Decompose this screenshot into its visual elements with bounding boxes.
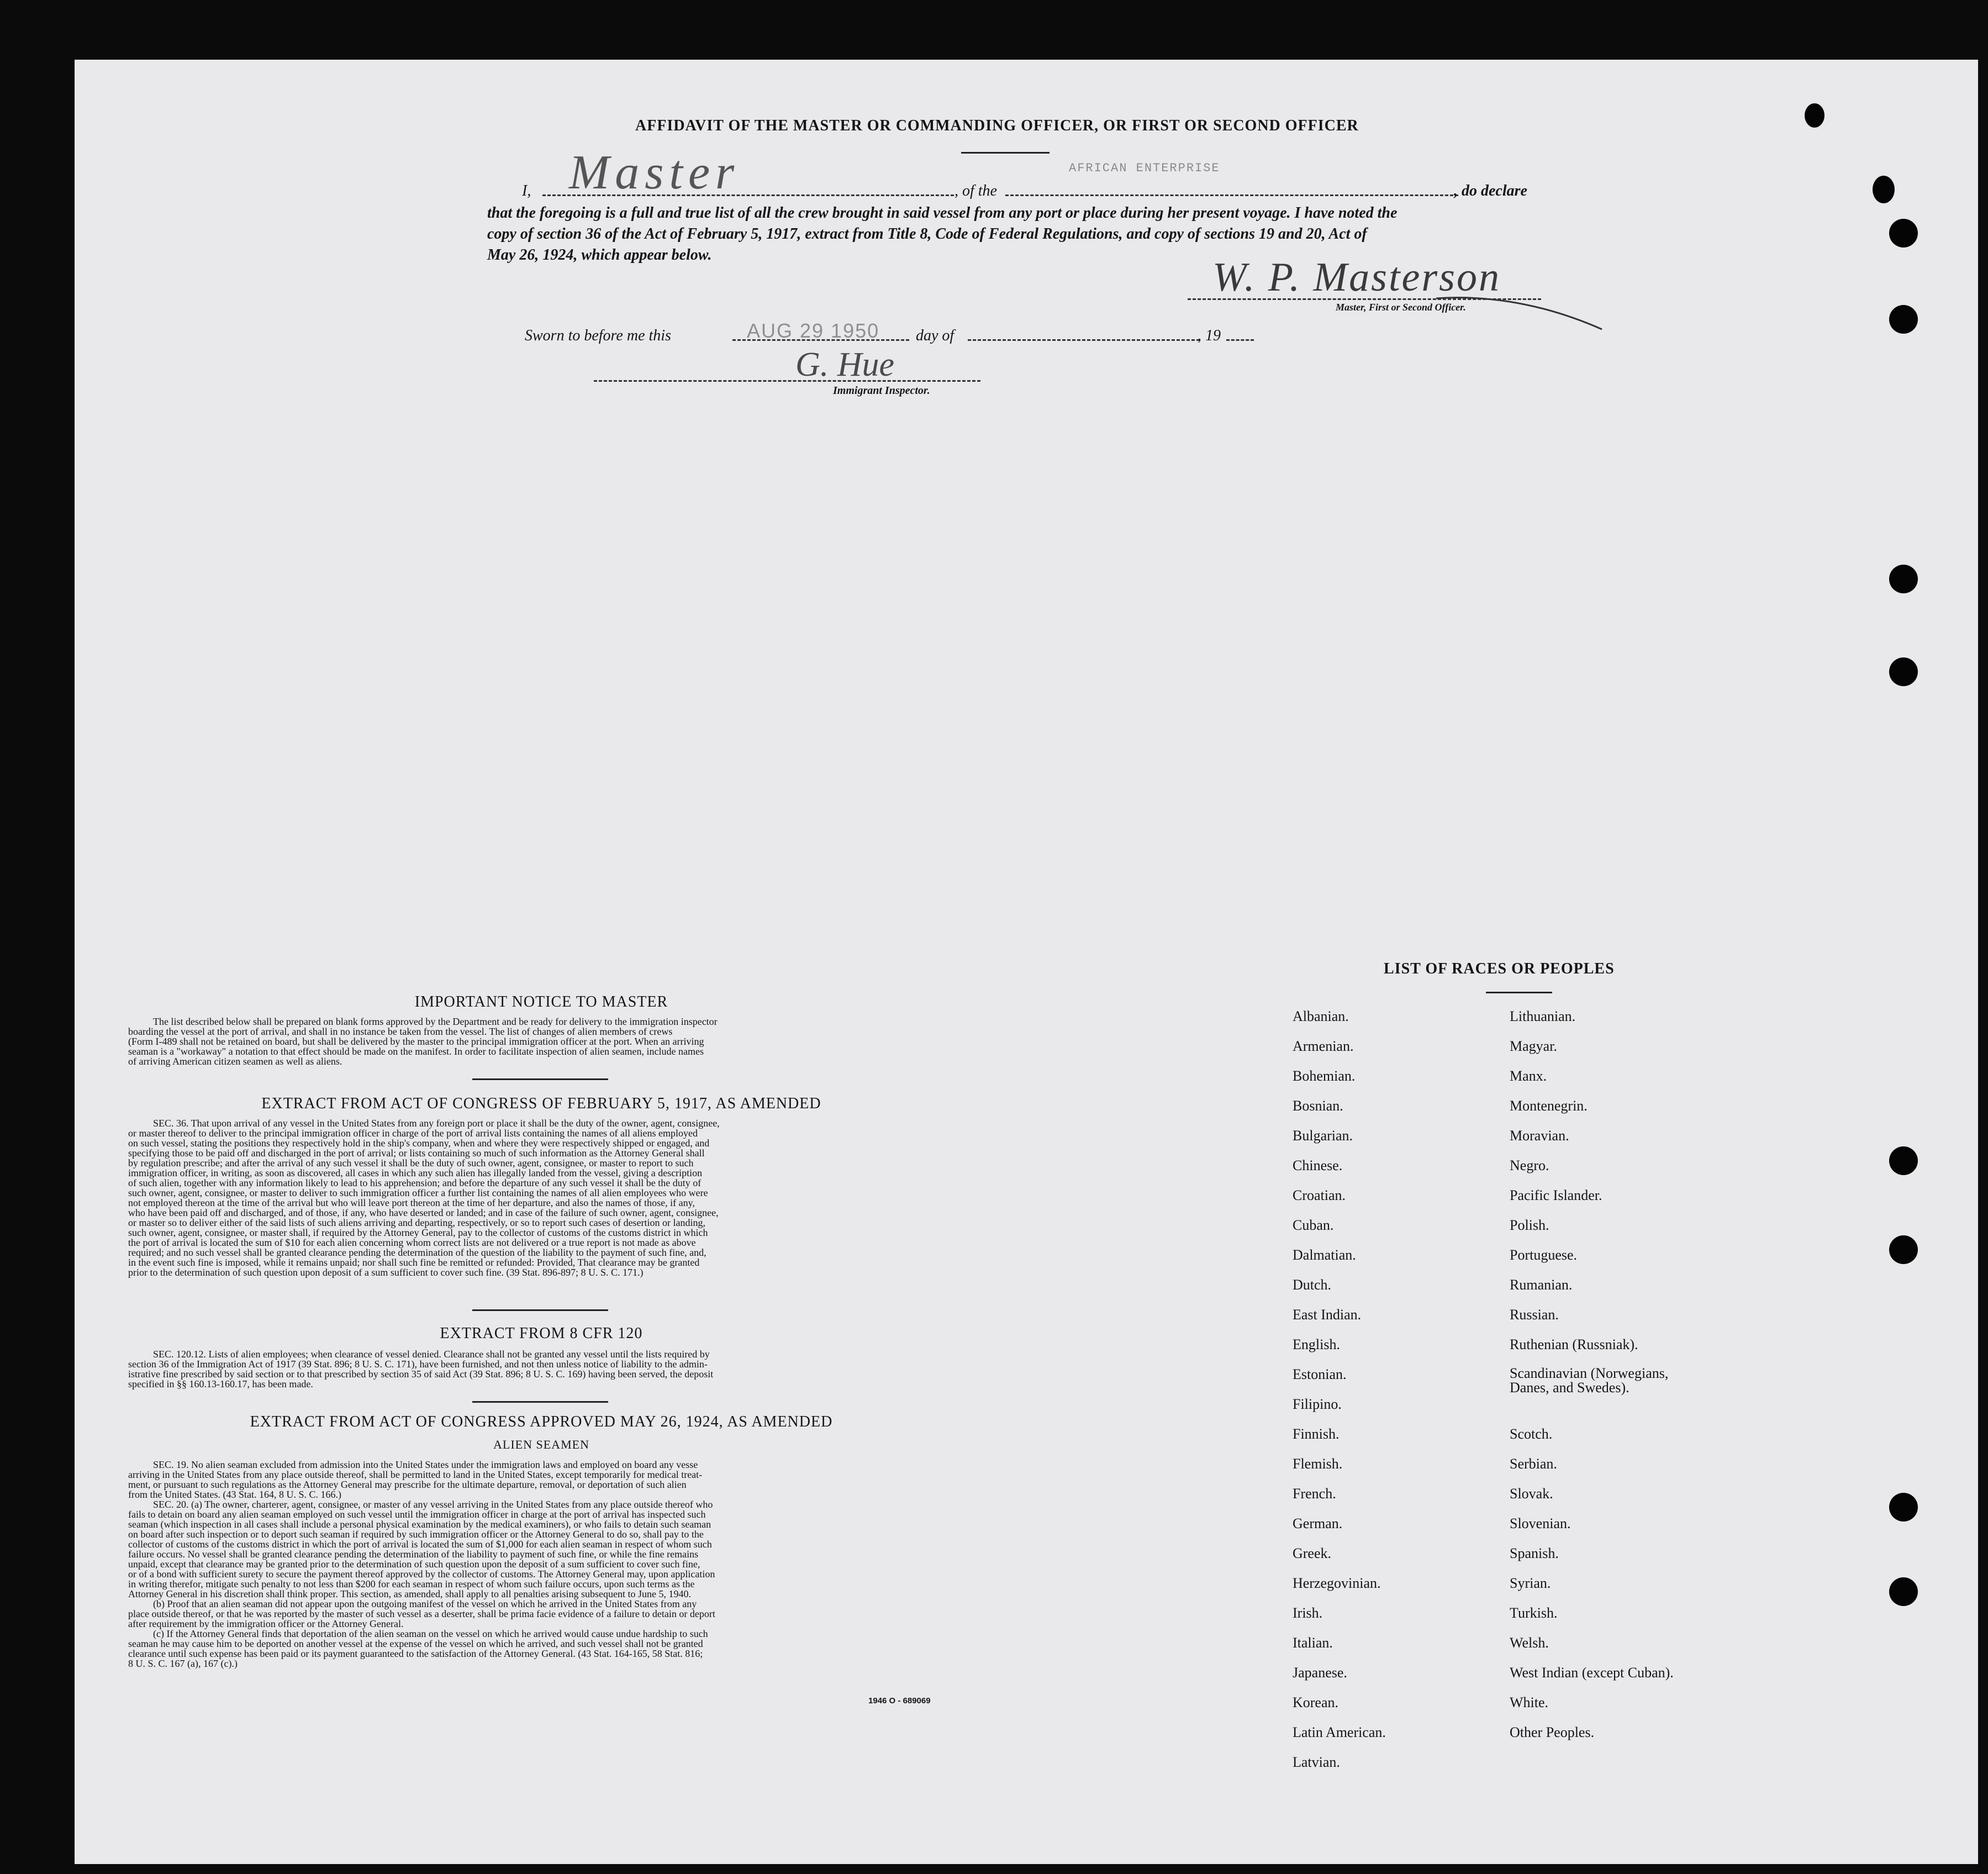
race-item: Polish. — [1510, 1217, 1549, 1233]
extract-1917-line: or master so to deliver either of the said lists of such aliens arriving and departing, respectively, or so to report such cases of desertion or landing, — [128, 1217, 706, 1228]
extract-8cfr-title: EXTRACT FROM 8 CFR 120 — [440, 1325, 643, 1342]
extract-8cfr-line: SEC. 120.12. Lists of alien employees; when clearance of vessel denied. Clearance shall not be granted any vessel until the lists required by — [153, 1349, 710, 1360]
race-item: Moravian. — [1510, 1128, 1569, 1144]
extract-1924-line: (b) Proof that an alien seaman did not appear upon the outgoing manifest of the vessel on which he arrived in the United States from any — [153, 1598, 697, 1609]
extract-8cfr-text — [128, 1349, 953, 1389]
race-item: Irish. — [1293, 1605, 1323, 1621]
race-item: Portuguese. — [1510, 1247, 1578, 1263]
punch-hole — [1889, 657, 1918, 686]
i-label: I, — [522, 182, 531, 199]
extract-1924-line: clearance until such expense has been paid or its payment guaranteed to the satisfaction of the Attorney General. (43 Stat. 164-165, 58 Stat. 816; — [128, 1648, 703, 1659]
extract-1924-line: 8 U. S. C. 167 (a), 167 (c).) — [128, 1658, 238, 1669]
extract-1924-line: in writing therefor, mitigate such penalty to not less than $200 for each seaman in respect of whom such failure occurs, upon such terms as the — [128, 1578, 695, 1589]
extract-8cfr-line: section 36 of the Immigration Act of 1917 (39 Stat. 896; 8 U. S. C. 171), have been furnished, and not then unless notice of liability to the admin- — [128, 1359, 708, 1370]
title-rule — [961, 152, 1050, 154]
extract-1924-line: seaman he may cause him to be deported on another vessel at the expense of the vessel on which he arrived, and such vessel shall not be granted — [128, 1638, 703, 1649]
race-item: Chinese. — [1293, 1157, 1343, 1173]
extract-1924-line: fails to detain on board any alien seaman employed on such vessel until the immigration officer in charge at the port of arrival has inspected such — [128, 1509, 706, 1520]
race-item: Russian. — [1510, 1307, 1559, 1323]
race-item: Syrian. — [1510, 1575, 1551, 1591]
of-the-label: , of the — [955, 182, 997, 199]
extract-1924-line: from the United States. (43 Stat. 164, 8 U. S. C. 166.) — [128, 1489, 341, 1500]
race-item: Japanese. — [1293, 1665, 1347, 1681]
race-item: Welsh. — [1510, 1635, 1549, 1651]
master-caption: Master, First or Second Officer. — [1336, 302, 1466, 313]
race-item: Latin American. — [1293, 1724, 1386, 1740]
race-item: Finnish. — [1293, 1426, 1340, 1442]
race-item: Filipino. — [1293, 1396, 1342, 1412]
race-item: Ruthenian (Russniak). — [1510, 1336, 1638, 1352]
vessel-line — [1005, 194, 1458, 196]
year-label: , 19 — [1198, 327, 1221, 344]
extract-1924-line: after requirement by the immigration officer or the Attorney General. — [128, 1618, 404, 1629]
extract-1924-line: collector of customs of the customs district in which the port of arrival is located the sum of $1,000 for each alien seaman in respect of whom such — [128, 1539, 712, 1550]
day-of-label: day of — [916, 327, 955, 344]
race-item: Korean. — [1293, 1694, 1339, 1710]
extract-1924-line: on board after such inspection or to deport such seaman if required by such immigration officer or the Attorney General to do so, shall pay to the — [128, 1529, 704, 1540]
extract-1917-line: prior to the determination of such question upon deposit of a sum sufficient to cover such fine. (39 Stat. 896-897; 8 U. S. C. 171.) — [128, 1267, 644, 1278]
race-item: Greek. — [1293, 1545, 1332, 1561]
race-item: Slovenian. — [1510, 1515, 1571, 1531]
handwritten-name: Master — [569, 146, 740, 199]
race-item: Herzegovinian. — [1293, 1575, 1381, 1591]
extract-1917-line: SEC. 36. That upon arrival of any vessel in the United States from any foreign port or place it shall be the duty of the owner, agent, consignee, — [153, 1118, 720, 1129]
section-rule — [472, 1078, 608, 1080]
race-item: Turkish. — [1510, 1605, 1558, 1621]
race-item: Bosnian. — [1293, 1098, 1343, 1114]
race-item: Latvian. — [1293, 1754, 1340, 1770]
race-item: Armenian. — [1293, 1038, 1354, 1054]
punch-hole — [1889, 565, 1918, 593]
extract-1917-line: who have been paid off and discharged, and of those, if any, who have deserted or landed; and in case of the failure of such owner, agent, consignee, — [128, 1207, 719, 1218]
extract-1917-line: required; and no such vessel shall be granted clearance pending the determination of the question of the liability to the payment of such fine, and, — [128, 1247, 706, 1258]
race-item: Spanish. — [1510, 1545, 1559, 1561]
do-declare-label: , do declare — [1454, 182, 1527, 199]
affidavit-body-line-2: copy of section 36 of the Act of February 5, 1917, extract from Title 8, Code of Federal Regulations, and copy of sections 19 and 20, Act of — [487, 225, 1367, 243]
extract-1917-line: such owner, agent, consignee, or master to deliver to such immigration officer a further list containing the names of all alien employees who were — [128, 1187, 708, 1198]
race-item: Lithuanian. — [1510, 1008, 1576, 1024]
inspector-caption: Immigrant Inspector. — [833, 385, 930, 397]
race-item: East Indian. — [1293, 1307, 1362, 1323]
extract-1924-subtitle: ALIEN SEAMEN — [493, 1438, 589, 1451]
punch-hole — [1889, 1235, 1918, 1264]
affidavit-title: AFFIDAVIT OF THE MASTER OR COMMANDING OFFICER, OR FIRST OR SECOND OFFICER — [635, 117, 1359, 134]
year-line — [1226, 339, 1254, 341]
extract-1917-line: such owner, agent, consignee, or master shall, if required by the Attorney General, pay to the collector of customs of the customs district in which — [128, 1227, 708, 1238]
race-item: Estonian. — [1293, 1366, 1347, 1382]
extract-1917-line: on such vessel, stating the positions they respectively hold in the ship's company, when and where they were respectively shipped or engaged, and — [128, 1138, 710, 1149]
extract-1924-text — [128, 1460, 953, 1668]
race-item: Other Peoples. — [1510, 1724, 1595, 1740]
extract-1924-line: (c) If the Attorney General finds that deportation of the alien seaman on the vessel on which he arrived would cause undue hardship to such — [153, 1628, 708, 1639]
race-item: Negro. — [1510, 1157, 1549, 1173]
extract-1917-line: by regulation prescribe; and after the arrival of any such vessel it shall be the duty of such owner, agent, consignee, or master to report to such — [128, 1157, 694, 1168]
extract-1924-line: SEC. 19. No alien seaman excluded from admission into the United States under the immigration laws and employed on board any vesse — [153, 1459, 698, 1470]
notice-line: of arriving American citizen seamen as well as aliens. — [128, 1056, 342, 1067]
race-item: West Indian (except Cuban). — [1510, 1665, 1674, 1681]
extract-1917-line: specifying those to be paid off and discharged in the port of arrival; or lists containing so much of such information as the Attorney General shall — [128, 1147, 705, 1159]
race-item: French. — [1293, 1486, 1336, 1502]
extract-1917-line: immigration officer, in writing, as soon as discovered, all cases in which any such alien has illegally landed from the vessel, giving a description — [128, 1167, 703, 1178]
section-rule — [472, 1309, 608, 1311]
race-item: Pacific Islander. — [1510, 1187, 1602, 1203]
sworn-label: Sworn to before me this — [525, 327, 671, 344]
affidavit-body-line-1: that the foregoing is a full and true list of all the crew brought in said vessel from any port or place during her present voyage. I have noted the — [487, 204, 1398, 222]
race-item: Albanian. — [1293, 1008, 1349, 1024]
inspector-signature: G. Hue — [795, 346, 895, 383]
race-item: English. — [1293, 1336, 1340, 1352]
inspector-signature-line — [594, 380, 980, 382]
race-item: German. — [1293, 1515, 1343, 1531]
punch-hole — [1805, 103, 1824, 128]
notice-line: (Form I-489 shall not be retained on board, but shall be delivered by the master to the principal immigration officer at the port. When an arriving — [128, 1036, 704, 1047]
punch-hole — [1889, 1146, 1918, 1175]
race-item: Magyar. — [1510, 1038, 1557, 1054]
notice-title: IMPORTANT NOTICE TO MASTER — [414, 993, 668, 1010]
race-item: Croatian. — [1293, 1187, 1346, 1203]
extract-1924-line: failure occurs. No vessel shall be granted clearance pending the determination of the liability to payment of such fine, or while the fine remains — [128, 1549, 699, 1560]
race-item: Montenegrin. — [1510, 1098, 1588, 1114]
extract-1924-line: unpaid, except that clearance may be granted prior to the determination of such question upon the deposit of a sum sufficient to cover such fine, — [128, 1559, 700, 1570]
section-rule — [472, 1401, 608, 1403]
punch-hole — [1889, 1493, 1918, 1522]
race-item: Dutch. — [1293, 1277, 1332, 1293]
race-item: Slovak. — [1510, 1486, 1553, 1502]
notice-text — [128, 1017, 953, 1066]
races-title: LIST OF RACES OR PEOPLES — [1384, 960, 1615, 977]
race-item: Bohemian. — [1293, 1068, 1356, 1084]
race-item: Scotch. — [1510, 1426, 1553, 1442]
extract-1924-line: arriving in the United States from any place outside thereof, shall be permitted to land in the United States, except temporarily for medical treat- — [128, 1469, 703, 1480]
master-signature: W. P. Masterson — [1212, 255, 1501, 300]
race-item: Cuban. — [1293, 1217, 1334, 1233]
race-item: Serbian. — [1510, 1456, 1557, 1472]
print-code: 1946 O - 689069 — [868, 1696, 931, 1705]
notice-line: boarding the vessel at the port of arrival, and shall in no instance be taken from the vessel. The list of changes of alien members of crews — [128, 1026, 673, 1037]
date-stamp: AUG 29 1950 — [747, 319, 880, 342]
affidavit-body-line-3: May 26, 1924, which appear below. — [487, 246, 712, 264]
race-item: White. — [1510, 1694, 1549, 1710]
punch-hole — [1889, 219, 1918, 248]
extract-1924-line: place outside thereof, or that he was reported by the master of such vessel as a deserter, shall be prima facie evidence of a failure to detain or deport — [128, 1608, 715, 1619]
extract-1924-line: ment, or pursuant to such regulations as the Attorney General may prescribe for the ultimate departure, removal, or deportation of such alien — [128, 1479, 687, 1490]
race-item: Scandinavian (Norwegians, Danes, and Swedes). — [1510, 1365, 1669, 1396]
race-item: Rumanian. — [1510, 1277, 1573, 1293]
extract-1924-line: Attorney General in his discretion shall think proper. This section, as amended, shall apply to all penalties arising subsequent to June 5, 1940. — [128, 1588, 691, 1599]
extract-1917-line: in the event such fine is imposed, while it remains unpaid; nor shall such fine be remitted or refunded: Provided, That clearance may be granted — [128, 1257, 700, 1268]
extract-1917-title: EXTRACT FROM ACT OF CONGRESS OF FEBRUARY 5, 1917, AS AMENDED — [261, 1095, 821, 1112]
punch-hole — [1889, 1577, 1918, 1606]
notice-line: seaman is a "workaway" a notation to that effect should be made on the manifest. In order to facilitate inspection of alien seamen, include names — [128, 1046, 704, 1057]
extract-1917-line: the port of arrival is located the sum of $10 for each alien concerning whom correct lists are not delivered or a true report is not made as above — [128, 1237, 696, 1248]
race-item: Manx. — [1510, 1068, 1547, 1084]
notice-line: The list described below shall be prepared on blank forms approved by the Department and be ready for delivery to the immigration inspector — [153, 1016, 718, 1027]
vessel-stamp: AFRICAN ENTERPRISE — [1069, 161, 1220, 175]
extract-1917-line: or master thereof to deliver to the principal immigration officer in charge of the port of arrival lists containing the names of all aliens employed — [128, 1128, 698, 1139]
month-line — [968, 339, 1200, 341]
punch-hole — [1873, 176, 1895, 203]
extract-1917-line: not employed thereon at the time of the arrival but who will leave port thereon at the time of her departure, and also the names of those, if any, — [128, 1197, 695, 1208]
extract-1924-line: or of a bond with sufficient surety to secure the payment thereof approved by the collector of customs. The Attorney General may, upon application — [128, 1568, 715, 1580]
race-item: Italian. — [1293, 1635, 1333, 1651]
race-item: Dalmatian. — [1293, 1247, 1356, 1263]
extract-1924-title: EXTRACT FROM ACT OF CONGRESS APPROVED MAY 26, 1924, AS AMENDED — [250, 1413, 833, 1430]
extract-1917-text — [128, 1118, 953, 1277]
race-item: Flemish. — [1293, 1456, 1343, 1472]
extract-1924-line: SEC. 20. (a) The owner, charterer, agent, consignee, or master of any vessel arriving in the United States from any place outside thereof who — [153, 1499, 713, 1510]
race-item: Bulgarian. — [1293, 1128, 1353, 1144]
races-title-rule — [1486, 992, 1552, 993]
extract-1917-line: of such alien, together with any information likely to lead to his apprehension; and before the departure of any such vessel it shall be the duty of — [128, 1177, 702, 1188]
extract-1924-line: seaman (which inspection in all cases shall include a personal physical examination by the medical examiners), or who fails to detain such seaman — [128, 1519, 711, 1530]
punch-hole — [1889, 305, 1918, 334]
extract-8cfr-line: istrative fine prescribed by said section or to that prescribed by section 35 of said Act (39 Stat. 896; 8 U. S. C. 169) having been served, the deposit — [128, 1368, 714, 1380]
extract-8cfr-line: specified in §§ 160.13-160.17, has been made. — [128, 1378, 313, 1389]
